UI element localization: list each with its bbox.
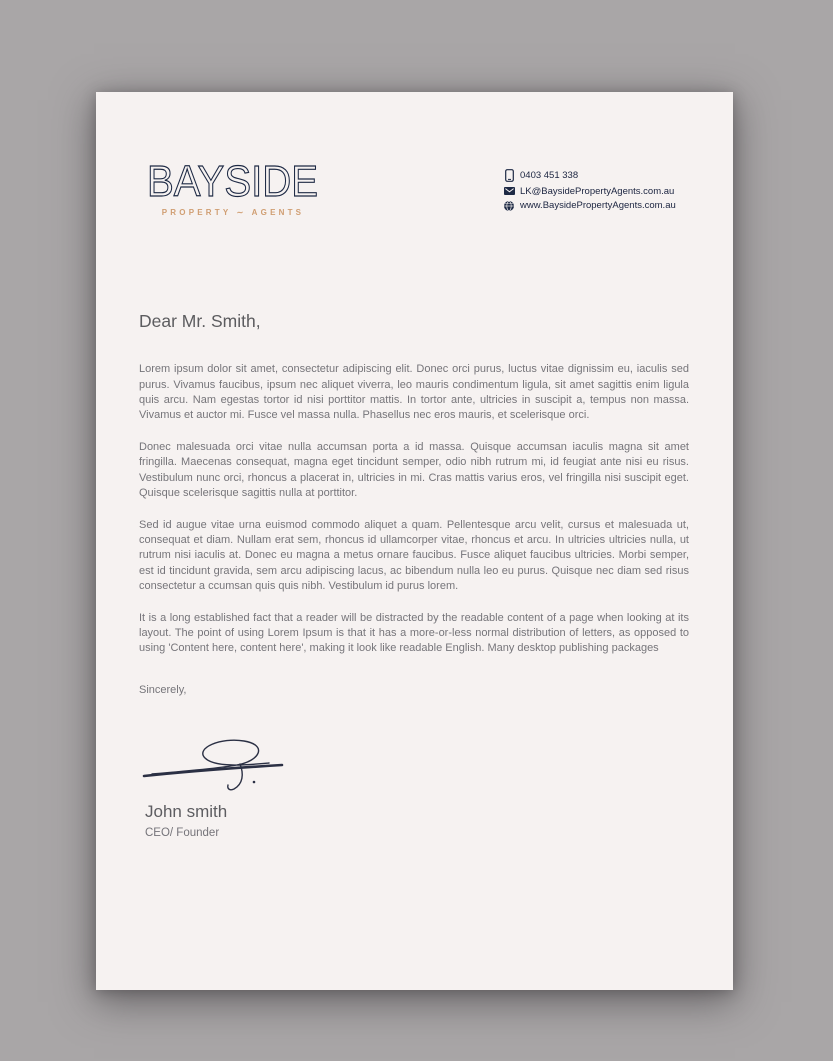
closing-salutation: Sincerely, bbox=[139, 683, 187, 696]
signatory-name: John smith bbox=[145, 801, 228, 821]
logo-tagline: PROPERTY ∼ AGENTS bbox=[161, 208, 305, 217]
contact-email: LK@BaysidePropertyAgents.com.au bbox=[520, 185, 675, 197]
body-paragraph: Sed id augue vitae urna euismod commodo aliquet a quam. Pellentesque arcu velit, cursus et malesuada ut, consequat et diam. Nullam erat sem, rhoncus id ullamcorper vitae, rhoncus et arcu. In ultricies ultricies nulla, ut rutrum nisi iaculis at. Donec eu magna a metus ornare faucibus. Fusce aliquet faucibus ultricies. Morbi semper, est id tincidunt gravida, sem arcu adipiscing lacus, ac bibendum nulla leo eu purus. Quisque nec diam sed risus consectetur a ccumsan quis quis nibh. Vestibulum id purus lorem. bbox=[139, 518, 689, 593]
contact-phone: 0403 451 338 bbox=[520, 170, 579, 181]
body-paragraph: It is a long established fact that a reader will be distracted by the readable content of a page when looking at its layout. The point of using Lorem Ipsum is that it has a more-or-less normal distribution of letters, as opposed to using 'Content here, content here', making it look like readable English. Many desktop publishing packages bbox=[139, 611, 689, 655]
body-paragraph: Lorem ipsum dolor sit amet, consectetur adipiscing elit. Donec orci purus, luctus vitae dignissim eu, iaculis sed purus. Vivamus faucibus, ipsum nec aliquet viverra, leo mauris condimentum ligula, sit amet sagittis enim ligula quis arcu. Nam egestas tortor id nisi porttitor mattis. In tortor ante, ultricies in suscipit a, tempus non massa. Vivamus et auctor mi. Fusce vel massa nulla. Phasellus nec eros mauris, et scelerisque orci. bbox=[139, 363, 689, 422]
logo-wordmark bbox=[145, 162, 321, 202]
contact-block bbox=[503, 169, 703, 215]
brand-logo bbox=[145, 162, 321, 217]
phone-icon bbox=[503, 169, 515, 182]
contact-website: www.BaysidePropertyAgents.com.au bbox=[520, 200, 676, 211]
body-paragraph: Donec malesuada orci vitae nulla accumsan porta a id massa. Quisque accumsan iaculis magna sit amet fringilla. Maecenas consequat, magna eget tincidunt semper, odio nibh rutrum mi, id feugiat ante nisi eu risus. Vestibulum nunc orci, rhoncus a placerat in, ultricies in mi. Cras mattis varius eros, vel fringilla nisi suscipit eget. Quisque scelerisque sagittis nulla at porttitor. bbox=[139, 440, 689, 500]
salutation: Dear Mr. Smith, bbox=[139, 311, 261, 331]
letter-page bbox=[96, 92, 733, 990]
signatory-title: CEO/ Founder bbox=[145, 826, 220, 839]
contact-row-website bbox=[503, 200, 703, 211]
globe-icon bbox=[503, 201, 515, 211]
contact-row-phone bbox=[503, 169, 703, 182]
letter-content bbox=[139, 312, 689, 839]
logo-title-text: BAYSIDE bbox=[147, 162, 318, 202]
handwritten-signature bbox=[142, 732, 294, 794]
contact-row-email bbox=[503, 186, 703, 197]
email-icon bbox=[503, 187, 515, 195]
